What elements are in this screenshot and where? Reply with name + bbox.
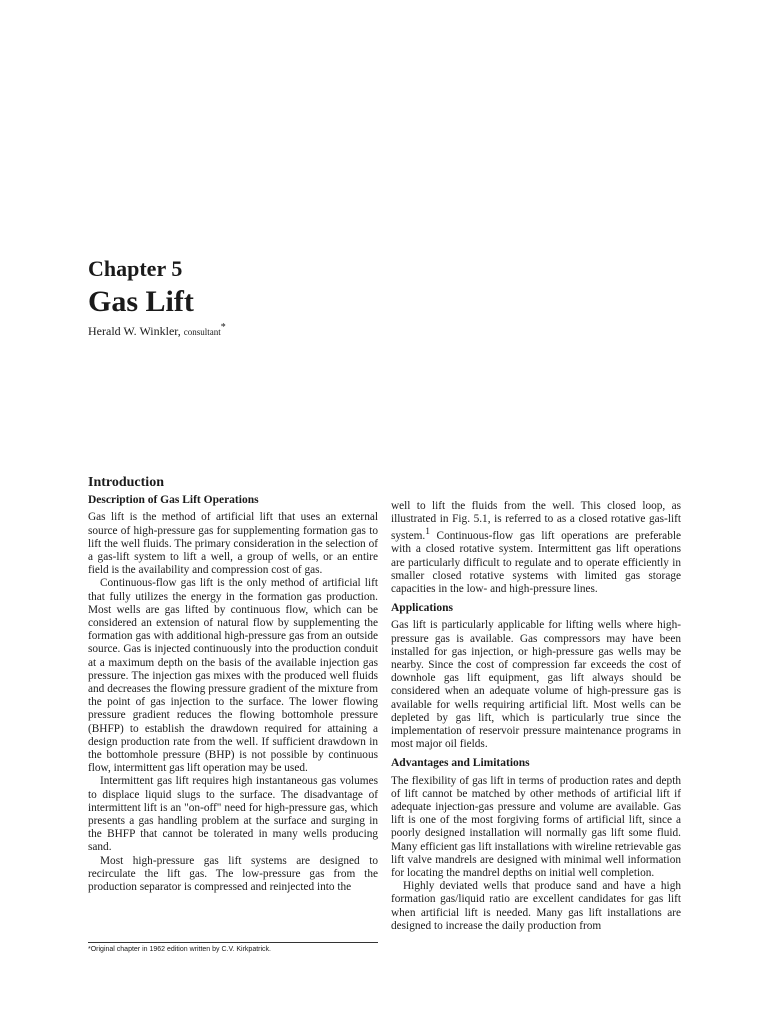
continuation-rest: Continuous-flow gas lift operations are preferable with a closed rotative system. Intermittent gas lift operations are particularly difficult to regulate and to operate efficiently in smaller closed rotative systems with limited gas storage capacities in the low- and high-pressure lines. xyxy=(391,530,681,595)
paragraph: Intermittent gas lift requires high instantaneous gas volumes to displace liquid slugs to the surface. The disadvantage of intermittent lift is an "on-off" need for high-pressure gas, which presents a gas handling problem at the surface and surging in the BHFP that cannot be tolerated in many wells producing sand. xyxy=(88,775,378,854)
paragraph: Most high-pressure gas lift systems are designed to recirculate the lift gas. The low-pressure gas from the production separator is compressed and reinjected into the xyxy=(88,854,378,894)
author-footnote-mark: * xyxy=(220,322,226,333)
subsection-heading-advantages: Advantages and Limitations xyxy=(391,757,530,770)
left-column xyxy=(88,476,378,894)
author-affiliation: consultant xyxy=(183,327,221,337)
subsection-heading-description: Description of Gas Lift Operations xyxy=(88,494,259,507)
reference-mark: 1 xyxy=(425,527,430,538)
paragraph: Gas lift is particularly applicable for lifting wells where high-pressure gas is available. Gas compressors may have been installed for gas injection, or high-pressure gas wells may be nearby. Since the cost of compression far exceeds the cost of downhole gas lift equipment, gas lift always should be considered when an adequate volume of high-pressure gas is available for wells requiring artificial lift. Most wells can be depleted by gas lift, which is particularly true since the implementation of reservoir pressure maintenance programs in most major oil fields. xyxy=(391,619,681,751)
footnote-divider xyxy=(88,942,378,943)
chapter-title: Gas Lift xyxy=(88,285,194,318)
continuation-text: well to lift the fluids from the well. This closed loop, as illustrated in Fig. 5.1, is referred to as a closed rotative gas-lift system. xyxy=(391,500,681,543)
right-column xyxy=(391,500,681,933)
footnote: *Original chapter in 1962 edition written by C.V. Kirkpatrick. xyxy=(88,946,271,953)
paragraph-continuation xyxy=(391,500,681,596)
author-line xyxy=(88,322,226,339)
subsection-heading-applications: Applications xyxy=(391,602,453,615)
paragraph: Continuous-flow gas lift is the only method of artificial lift that fully utilizes the energy in the formation gas production. Most wells are gas lifted by continuous flow, which can be considered an extension of natural flow by supplementing the formation gas with additional high-pressure gas from an outside source. Gas is injected continuously into the production conduit at a maximum depth on the basis of the available injection gas pressure. The injection gas mixes with the produced well fluids and decreases the flowing pressure gradient of the mixture from the point of gas injection to the surface. The lower flowing pressure gradient reduces the flowing bottomhole pressure (BHFP) to establish the drawdown required for attaining a design production rate from the well. If sufficient drawdown in the bottomhole pressure (BHP) is not possible by continuous flow, intermittent gas lift operation may be used. xyxy=(88,577,378,775)
paragraph: The flexibility of gas lift in terms of production rates and depth of lift cannot be matched by other methods of artificial lift if adequate injection-gas pressure and volume are available. Gas lift is one of the most forgiving forms of artificial lift, since a poorly designed installation will normally gas lift some fluid. Many efficient gas lift installations with wireline retrievable gas lift valve mandrels are designed with minimal well information for locating the mandrel depths on initial well completion. xyxy=(391,774,681,880)
paragraph: Highly deviated wells that produce sand and have a high formation gas/liquid ratio are excellent candidates for gas lift when artificial lift is needed. Many gas lift installations are designed to increase the daily production from xyxy=(391,880,681,932)
chapter-label: Chapter 5 xyxy=(88,256,183,281)
author-name: Herald W. Winkler, xyxy=(88,324,181,338)
paragraph: Gas lift is the method of artificial lift that uses an external source of high-pressure gas for supplementing formation gas to lift the well fluids. The primary consideration in the selection of a gas-lift system to lift a well, a group of wells, or an entire field is the availability and compression cost of gas. xyxy=(88,511,378,577)
section-heading-introduction: Introduction xyxy=(88,475,164,490)
